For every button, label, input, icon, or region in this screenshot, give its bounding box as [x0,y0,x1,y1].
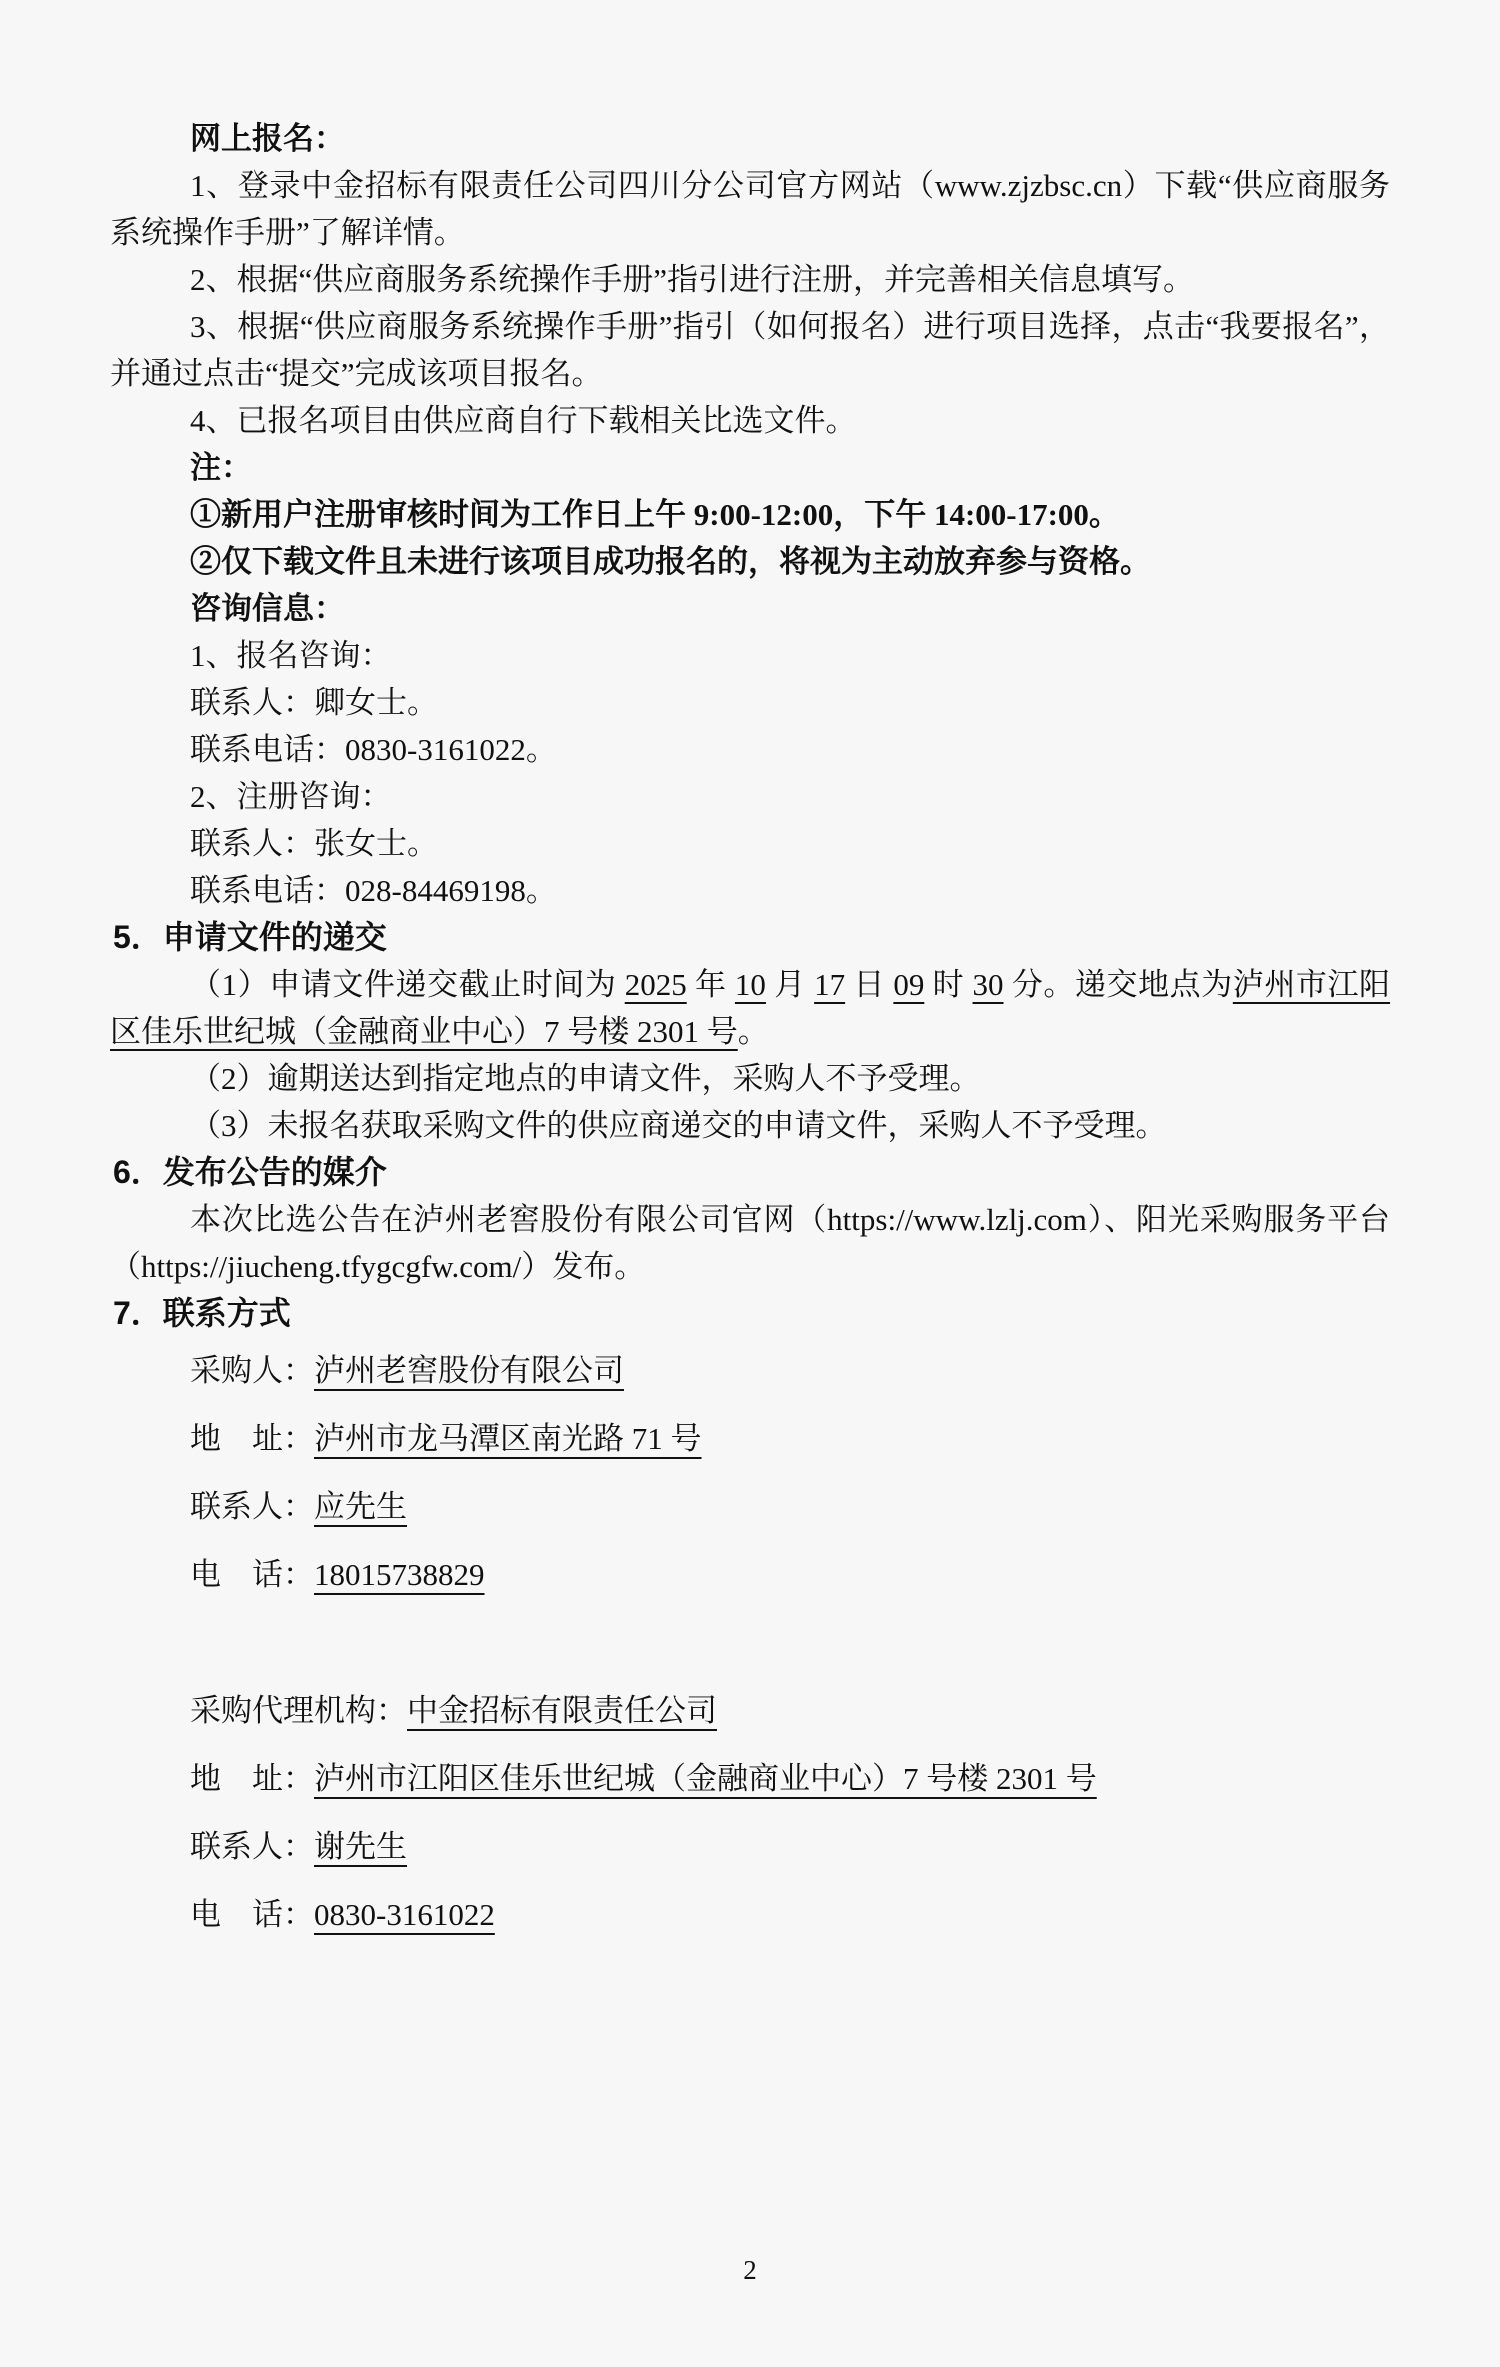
purchaser-name-row [110,1337,1390,1405]
online-registration-step-3: 3、根据“供应商服务系统操作手册”指引（如何报名）进行项目选择，点击“我要报名”，并通过点击“提交”完成该项目报名。 [110,309,1390,391]
submission-rule-2: （2）逾期送达到指定地点的申请文件，采购人不予受理。 [190,1061,981,1096]
purchaser-name-value: 泸州老窖股份有限公司 [314,1353,624,1388]
blank-line [110,1609,1390,1677]
online-registration-step-1: 1、登录中金招标有限责任公司四川分公司官方网站（www.zjzbsc.cn）下载“供应商服务系统操作手册”了解详情。 [110,168,1390,250]
underlined-minute: 30 [972,967,1004,1002]
agency-name-row [110,1677,1390,1745]
section-7-heading: 7．联系方式 [113,1295,291,1331]
underlined-year: 2025 [624,967,687,1002]
agency-address-row [110,1745,1390,1813]
underlined-hour: 09 [893,967,925,1002]
announcement-media-paragraph: 本次比选公告在泸州老窖股份有限公司官网（https://www.lzlj.com）、阳光采购服务平台（https://jiucheng.tfygcgfw.com/）发布。 [110,1202,1390,1284]
agency-contact-block [110,1677,1390,1949]
agency-contact-value: 谢先生 [314,1829,407,1864]
consult-contact-person-2: 联系人：张女士。 [190,826,438,861]
consult-line-signup: 1、报名咨询： [190,638,392,673]
document-content [110,115,1390,1949]
purchaser-contact-row [110,1473,1390,1541]
agency-phone-row [110,1881,1390,1949]
online-registration-step-4: 4、已报名项目由供应商自行下载相关比选文件。 [190,403,857,438]
text-segment: 时 [924,967,973,1002]
consult-contact-person-1: 联系人：卿女士。 [190,685,438,720]
consult-contact-phone-2: 联系电话：028-84469198。 [190,873,557,908]
field-label: 联系人： [190,1489,314,1524]
text-segment: 月 [765,967,815,1002]
purchaser-phone-row [110,1541,1390,1609]
purchaser-address-row [110,1405,1390,1473]
heading-online-registration: 网上报名： [190,121,345,156]
text-segment: 。 [737,1014,769,1049]
consult-contact-phone-1: 联系电话：0830-3161022。 [190,732,557,767]
submission-deadline-paragraph [110,961,1390,1055]
text-segment: （1）申请文件递交截止时间为 [190,967,625,1002]
note-item-1: ①新用户注册审核时间为工作日上午 9:00-12:00，下午 14:00-17:00。 [190,497,1120,532]
online-registration-step-2: 2、根据“供应商服务系统操作手册”指引进行注册，并完善相关信息填写。 [190,262,1195,297]
underlined-day: 17 [814,967,846,1002]
submission-rule-3: （3）未报名获取采购文件的供应商递交的申请文件，采购人不予受理。 [190,1108,1167,1143]
agency-phone-value: 0830-3161022 [314,1897,495,1932]
purchaser-contact-value: 应先生 [314,1489,407,1524]
note-heading: 注： [190,450,252,485]
field-label: 电 话： [190,1557,314,1592]
consult-info-heading: 咨询信息： [190,591,345,626]
purchaser-phone-value: 18015738829 [314,1557,485,1592]
field-label: 电 话： [190,1897,314,1932]
page-number: 2 [743,2255,757,2285]
section-5-heading: 5．申请文件的递交 [113,919,387,955]
purchaser-contact-block [110,1337,1390,1609]
underlined-address: 泸州市江阳区佳乐世纪城（金融商业中心）7 号楼 2301 号 [110,967,1391,1049]
text-segment: 日 [845,967,894,1002]
consult-line-register: 2、注册咨询： [190,779,392,814]
agency-address-value: 泸州市江阳区佳乐世纪城（金融商业中心）7 号楼 2301 号 [314,1761,1097,1796]
text-segment: 年 [686,967,735,1002]
field-label: 采购人： [190,1353,314,1388]
section-6-heading: 6．发布公告的媒介 [113,1154,387,1190]
field-label: 地 址： [190,1761,314,1796]
underlined-month: 10 [734,967,766,1002]
purchaser-address-value: 泸州市龙马潭区南光路 71 号 [314,1421,702,1456]
agency-contact-row [110,1813,1390,1881]
field-label: 地 址： [190,1421,314,1456]
agency-name-value: 中金招标有限责任公司 [407,1693,717,1728]
text-segment: 分。递交地点为 [1003,967,1233,1002]
field-label: 采购代理机构： [190,1693,407,1728]
note-item-2: ②仅下载文件且未进行该项目成功报名的，将视为主动放弃参与资格。 [190,544,1151,579]
field-label: 联系人： [190,1829,314,1864]
